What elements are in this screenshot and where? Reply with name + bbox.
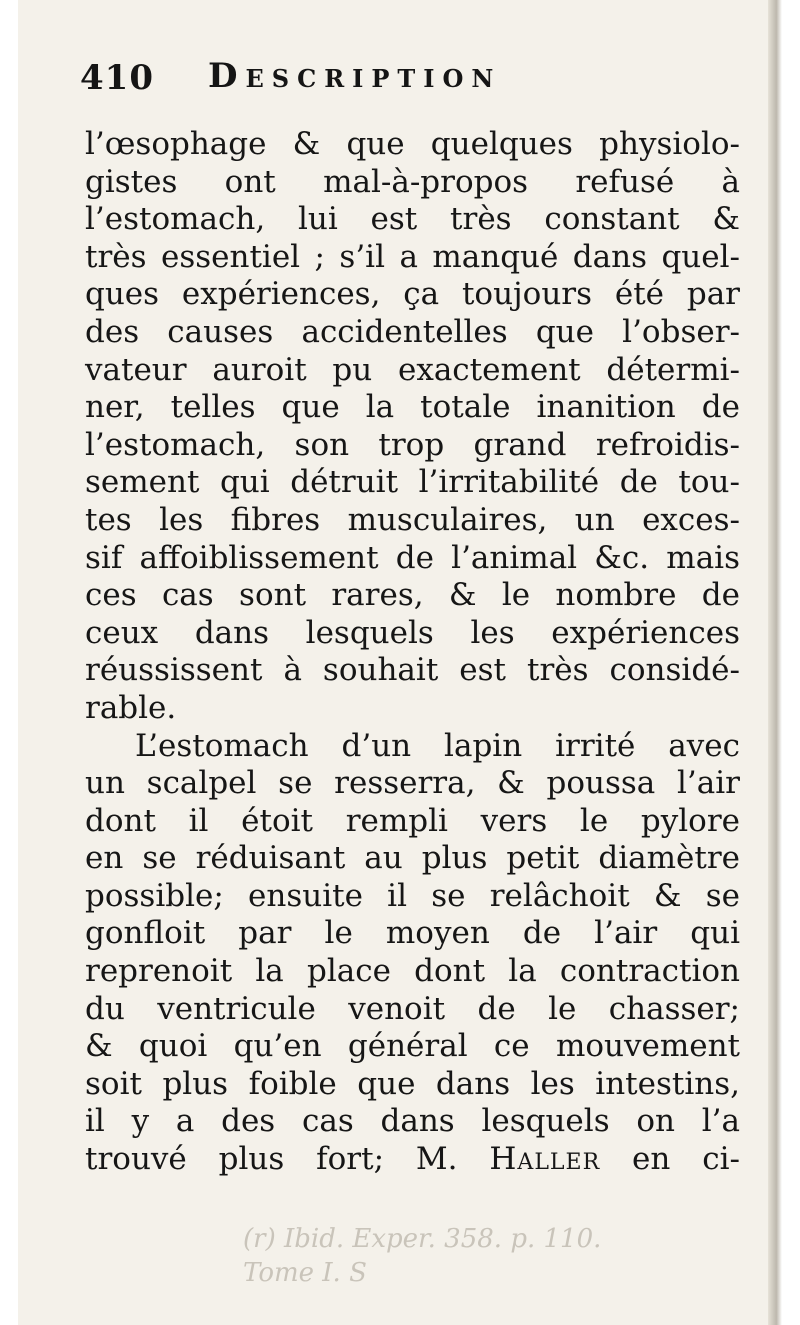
text-line: possible; ensuite il se relâchoit & se <box>85 877 740 914</box>
text-line: ces cas sont rares, & le nombre de <box>85 577 740 614</box>
last-line-end: en ci- <box>632 1141 740 1178</box>
show-through-signature: Tome I. S <box>243 1258 367 1288</box>
text-line: il y a des cas dans lesquels on l’a <box>85 1103 740 1140</box>
page-header <box>80 52 640 102</box>
body-text <box>85 126 740 1179</box>
paragraph-first-line: L’estomach d’un lapin irrité avec <box>135 727 740 764</box>
text-line: en se réduisant au plus petit diamètre <box>85 840 740 877</box>
last-line-start: trouvé plus fort; M. <box>85 1141 458 1178</box>
text-line: ner, telles que la totale inanition de <box>85 389 740 426</box>
text-line: sif affoiblissement de l’animal &c. mais <box>85 539 740 576</box>
text-line: & quoi qu’en général ce mouvement <box>85 1028 740 1065</box>
text-line: sement qui détruit l’irritabilité de tou- <box>85 464 740 501</box>
text-line: ceux dans lesquels les expériences <box>85 614 740 651</box>
text-line: reprenoit la place dont la contraction <box>85 953 740 990</box>
text-line-last <box>85 1141 740 1179</box>
show-through-text <box>243 1222 601 1290</box>
text-line: l’œsophage & que quelques physiolo- <box>85 126 740 162</box>
paragraph-end-line: rable. <box>85 689 177 726</box>
text-line: vateur auroit pu exactement détermi- <box>85 351 740 388</box>
text-line: l’estomach, son trop grand refroidis- <box>85 426 740 463</box>
page-edge <box>768 0 782 1325</box>
text-line: réussissent à souhait est très considé- <box>85 652 740 689</box>
text-line: du ventricule venoit de le chasser; <box>85 990 740 1027</box>
text-line: des causes accidentelles que l’obser- <box>85 313 740 350</box>
text-line: ques expériences, ça toujours été par <box>85 276 740 313</box>
text-line: un scalpel se resserra, & poussa l’air <box>85 765 740 802</box>
text-line: gistes ont mal-à-propos refusé à <box>85 163 740 200</box>
text-line: l’estomach, lui est très constant & <box>85 201 740 238</box>
author-name: Haller <box>489 1141 601 1178</box>
show-through-footnote: (r) Ibid. Exper. 358. p. 110. <box>243 1224 602 1254</box>
text-line: tes les fibres musculaires, un exces- <box>85 501 740 538</box>
book-page <box>18 0 780 1325</box>
running-title: Description <box>208 56 502 96</box>
text-line: très essentiel ; s’il a manqué dans quel- <box>85 238 740 275</box>
text-line: soit plus foible que dans les intestins, <box>85 1065 740 1102</box>
text-line: dont il étoit rempli vers le pylore <box>85 802 740 839</box>
text-line: gonfloit par le moyen de l’air qui <box>85 915 740 952</box>
page-number: 410 <box>80 58 154 98</box>
